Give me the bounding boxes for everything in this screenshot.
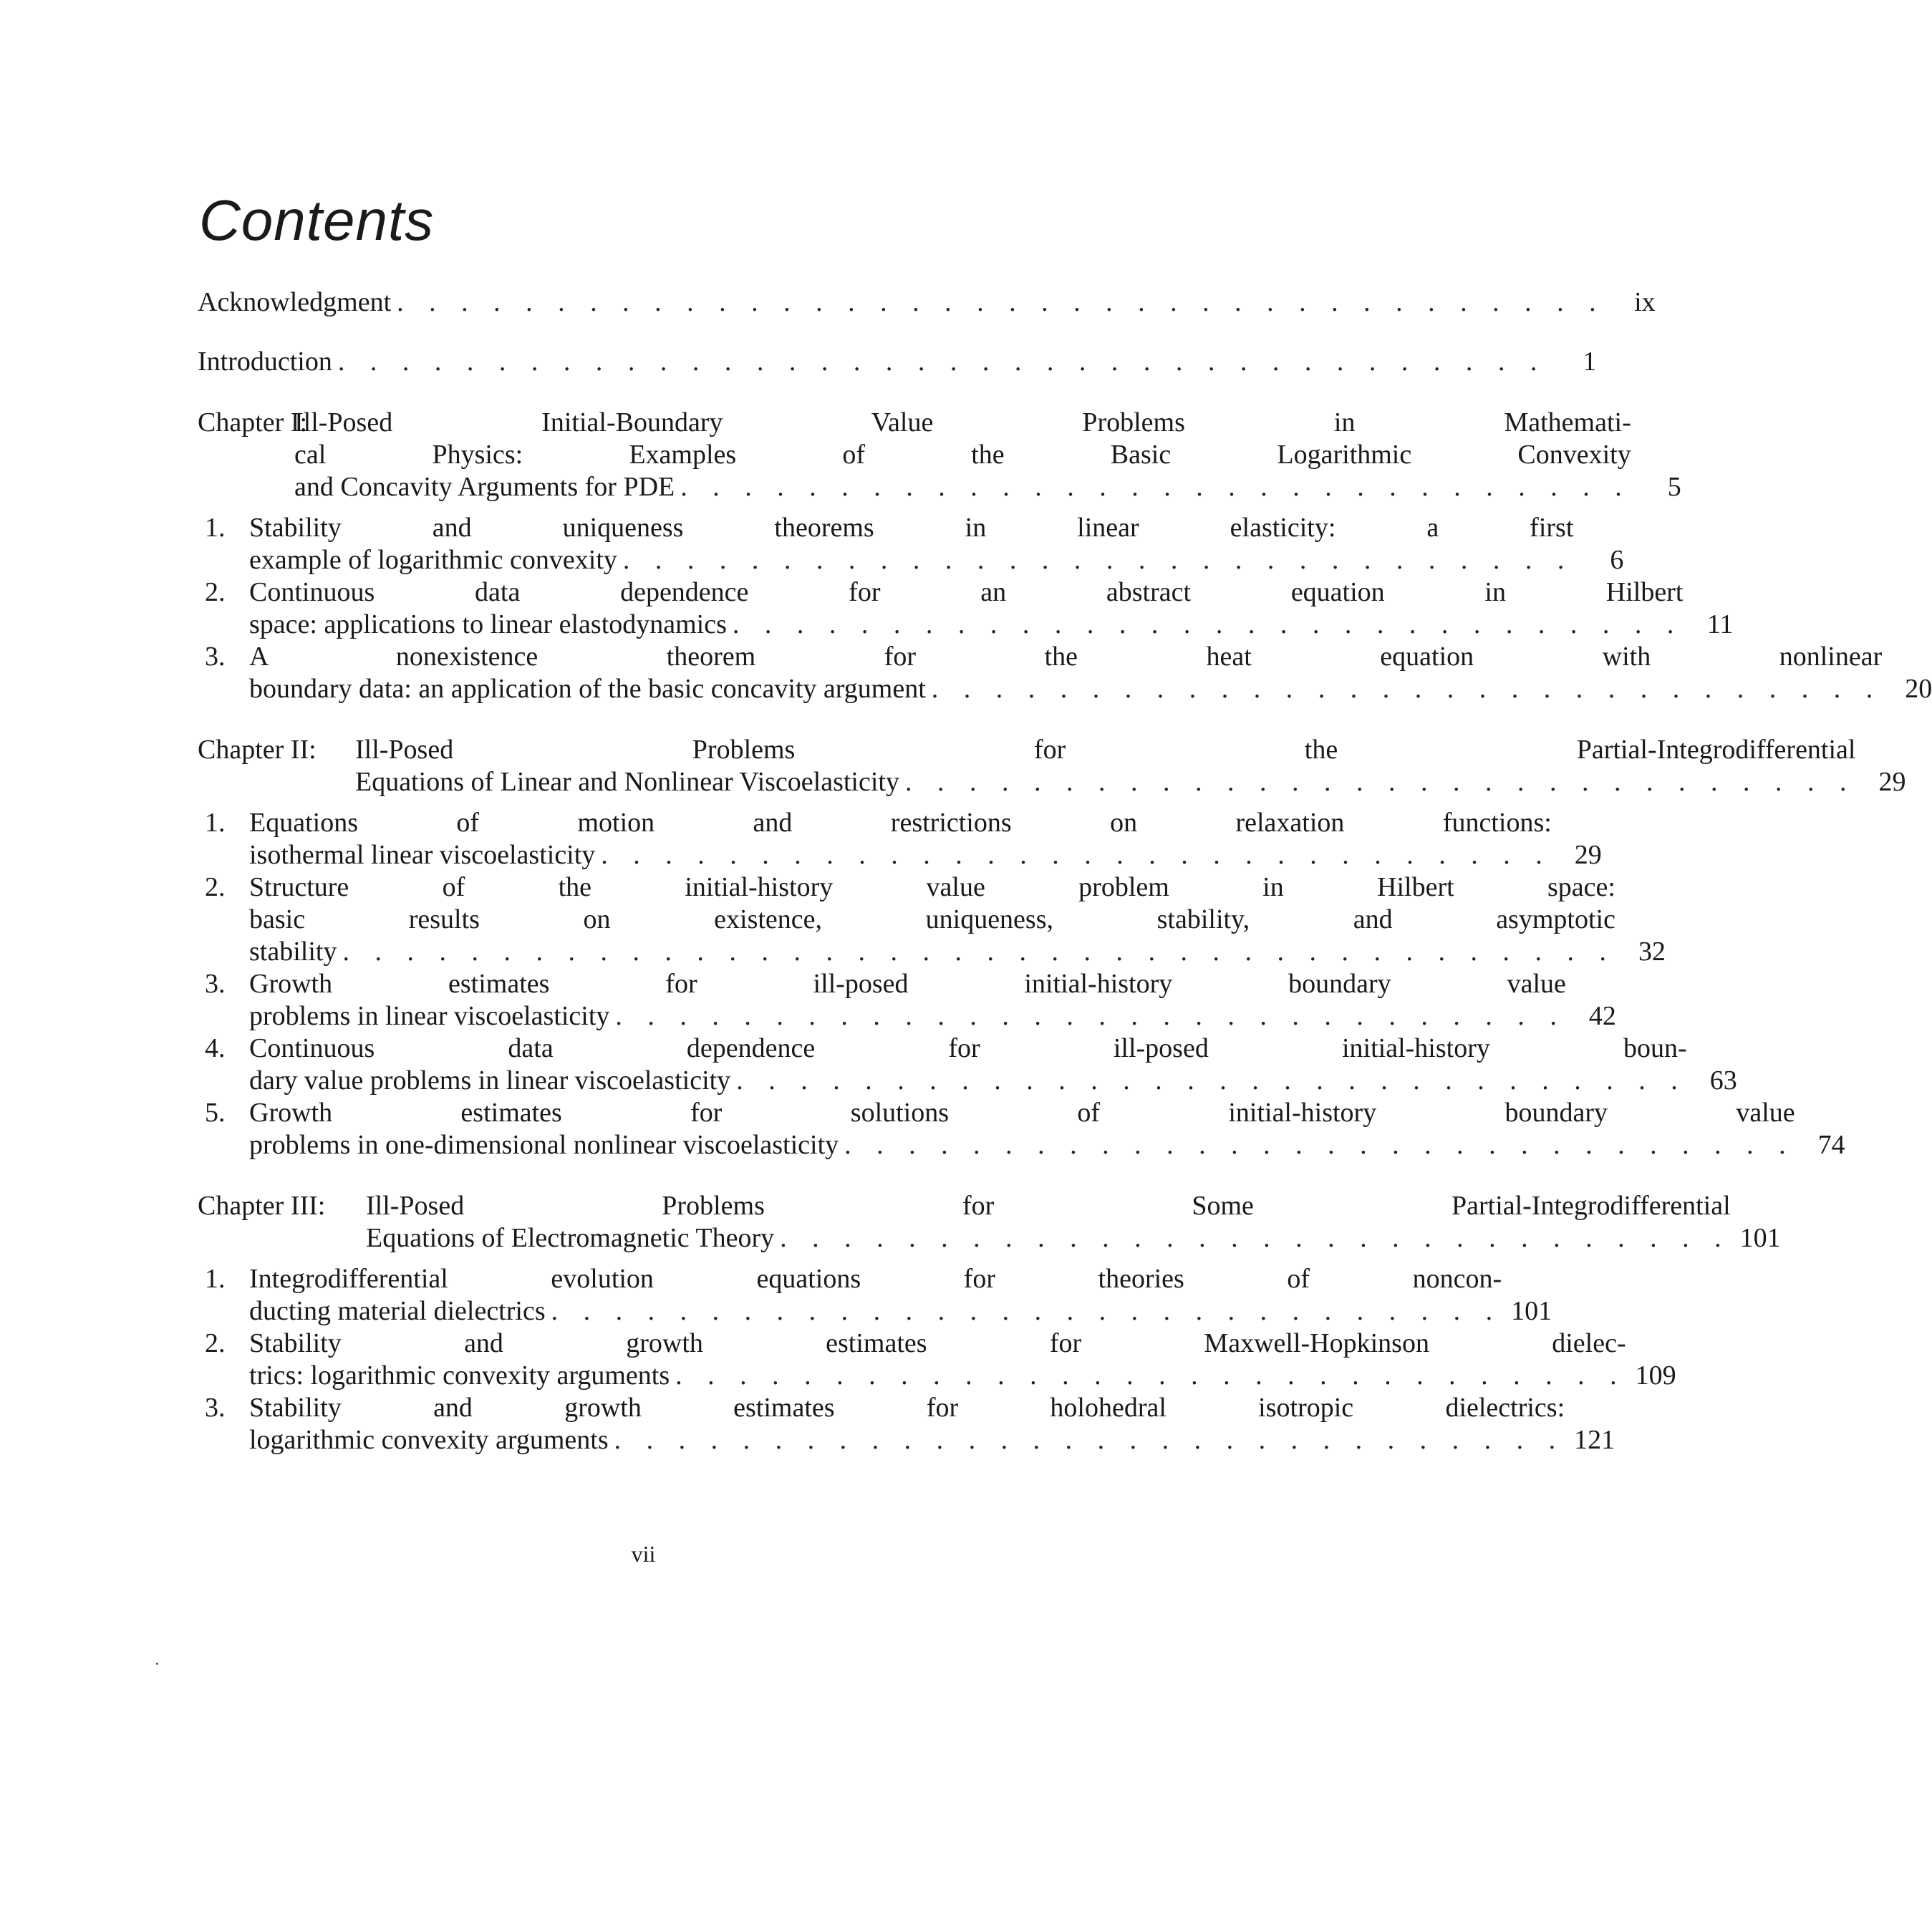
section-title-line: Stability and uniqueness theorems in linear elasticity: a first: [249, 513, 1574, 543]
page-ref: 101: [1739, 1223, 1781, 1253]
chapter-title-line: Ill-Posed Problems for the Partial-Integrodifferential: [355, 735, 1856, 765]
section-title-line: boundary data: an application of the basic concavity argument: [249, 674, 926, 704]
toc-section-1-3[interactable]: [198, 641, 1932, 705]
section-title-line: Continuous data dependence for ill-posed initial-history boun-: [249, 1033, 1687, 1063]
chapter-label: Chapter III:: [198, 1191, 326, 1221]
page-ref: 11: [1706, 609, 1734, 639]
section-title-line: problems in linear viscoelasticity: [249, 1001, 610, 1031]
section-title-line: Stability and growth estimates for Maxwell-Hopkinson dielec-: [249, 1328, 1626, 1358]
toc-chapter-1[interactable]: [198, 407, 1681, 503]
page-ref: 29: [1574, 840, 1602, 870]
toc-section-1-2[interactable]: [198, 576, 1734, 641]
section-title-line: isothermal linear viscoelasticity: [249, 840, 596, 870]
page-number: vii: [631, 1541, 656, 1567]
leader-dots: . . . . . . . . . . . . . . . . . . . . . . . . . . . . . . . . . . . . . .: [337, 347, 1547, 377]
toc-section-2-3[interactable]: [198, 968, 1616, 1033]
page-ref: 1: [1583, 347, 1597, 377]
page-ref: 42: [1588, 1001, 1616, 1031]
toc-section-3-3[interactable]: [198, 1392, 1615, 1456]
toc-section-3-1[interactable]: [198, 1263, 1552, 1328]
page-ref: ix: [1634, 287, 1656, 317]
entry-label: Acknowledgment: [198, 287, 392, 317]
toc-entry-acknowledgment[interactable]: [198, 286, 1656, 319]
chapter-label: Chapter II:: [198, 735, 317, 765]
section-number: 3.: [205, 969, 226, 999]
page-ref: 109: [1635, 1360, 1676, 1391]
section-number: 5.: [205, 1098, 226, 1128]
page-ref: 20: [1905, 674, 1932, 704]
section-number: 1.: [205, 513, 226, 543]
toc-chapter-2[interactable]: [198, 734, 1906, 798]
section-title-line: Integrodifferential evolution equations for theories of noncon-: [249, 1264, 1502, 1294]
toc-section-1-1[interactable]: [198, 512, 1624, 576]
toc-section-2-2[interactable]: [198, 871, 1666, 968]
section-title-line: Stability and growth estimates for holohedral isotropic dielectrics:: [249, 1393, 1565, 1423]
table-of-contents: [198, 286, 1932, 1456]
page-ref: 74: [1817, 1130, 1845, 1160]
chapter-title-line: Equations of Linear and Nonlinear Viscoelasticity: [355, 767, 899, 797]
section-title-line: Equations of motion and restrictions on relaxation functions:: [249, 808, 1552, 838]
section-number: 2.: [205, 577, 226, 607]
chapter-title-line: cal Physics: Examples of the Basic Logarithmic Convexity: [294, 440, 1631, 470]
section-title-line: Structure of the initial-history value problem in Hilbert space:: [249, 872, 1615, 902]
section-title-line: problems in one-dimensional nonlinear viscoelasticity: [249, 1130, 839, 1160]
section-number: 3.: [205, 1393, 226, 1423]
section-title-line: ducting material dielectrics: [249, 1296, 546, 1326]
page-title: Contents: [199, 188, 435, 252]
toc-section-2-4[interactable]: [198, 1033, 1737, 1097]
leader-dots: . . . . . . . . . . . . . . . . . . . . . . . . . . . . . .: [780, 1223, 1731, 1253]
page-ref: 29: [1878, 767, 1906, 797]
leader-dots: . . . . . . . . . . . . . . . . . . . . . . . . . . . . . .: [551, 1296, 1502, 1326]
page-ref: 5: [1667, 472, 1681, 502]
section-title-line: logarithmic convexity arguments: [249, 1425, 609, 1455]
chapter-title-line: Equations of Electromagnetic Theory: [366, 1223, 775, 1253]
leader-dots: . . . . . . . . . . . . . . . . . . . . . . . . . . . . . . . . . . . . . .: [397, 287, 1605, 317]
section-number: 2.: [205, 872, 226, 902]
section-title-line: Growth estimates for solutions of initial-history boundary value: [249, 1098, 1795, 1128]
section-title-line: A nonexistence theorem for the heat equation with nonlinear: [249, 642, 1883, 672]
leader-dots: . . . . . . . . . . . . . . . . . . . . . . . . . . . . . .: [601, 840, 1552, 870]
toc-chapter-3[interactable]: [198, 1190, 1781, 1254]
section-title-line: Continuous data dependence for an abstract equation in Hilbert: [249, 577, 1684, 607]
section-title-line: basic results on existence, uniqueness, stability, and asymptotic: [249, 904, 1615, 934]
section-title-line: space: applications to linear elastodynamics: [249, 609, 727, 639]
leader-dots: . . . . . . . . . . . . . . . . . . . . . . . . . . . . . .: [736, 1065, 1687, 1096]
section-number: 4.: [205, 1033, 226, 1063]
section-title-line: dary value problems in linear viscoelasticity: [249, 1065, 731, 1096]
page-ref: 121: [1574, 1425, 1615, 1455]
leader-dots: . . . . . . . . . . . . . . . . . . . . . . . . . . . . . .: [675, 1360, 1626, 1391]
entry-label: Introduction: [198, 347, 332, 377]
section-title-line: Growth estimates for ill-posed initial-history boundary value: [249, 969, 1566, 999]
section-number: 3.: [205, 642, 226, 672]
page-ref: 6: [1610, 545, 1624, 575]
section-title-line: trics: logarithmic convexity arguments: [249, 1360, 670, 1391]
section-title-line: stability: [249, 937, 337, 967]
page-ref: 63: [1709, 1065, 1737, 1096]
leader-dots: . . . . . . . . . . . . . . . . . . . . . . . . . . . . . .: [844, 1130, 1795, 1160]
scan-speck: [156, 1663, 158, 1665]
leader-dots: . . . . . . . . . . . . . . . . . . . . . . . . . . . . . . . . . . . . . . . .: [342, 937, 1615, 967]
toc-entry-introduction[interactable]: [198, 346, 1597, 378]
chapter-title-line: Ill-Posed Initial-Boundary Value Problems in Mathemati-: [294, 407, 1631, 437]
leader-dots: . . . . . . . . . . . . . . . . . . . . . . . . . . . . . .: [680, 472, 1631, 502]
toc-section-2-5[interactable]: [198, 1097, 1845, 1161]
section-title-line: example of logarithmic convexity: [249, 545, 617, 575]
toc-section-3-2[interactable]: [198, 1328, 1676, 1392]
page-ref: 32: [1638, 937, 1666, 967]
page-ref: 101: [1511, 1296, 1552, 1326]
leader-dots: . . . . . . . . . . . . . . . . . . . . . . . . . . . . . .: [614, 1425, 1565, 1455]
chapter-label: Chapter I:: [198, 407, 308, 437]
chapter-title-line: Ill-Posed Problems for Some Partial-Integrodifferential: [366, 1191, 1731, 1221]
toc-section-2-1[interactable]: [198, 807, 1602, 871]
section-number: 1.: [205, 1264, 226, 1294]
leader-dots: . . . . . . . . . . . . . . . . . . . . . . . . . . . . . .: [931, 674, 1883, 704]
leader-dots: . . . . . . . . . . . . . . . . . . . . . . . . . . . . . .: [904, 767, 1856, 797]
chapter-title-line: and Concavity Arguments for PDE: [294, 472, 675, 502]
leader-dots: . . . . . . . . . . . . . . . . . . . . . . . . . . . . . .: [622, 545, 1574, 575]
leader-dots: . . . . . . . . . . . . . . . . . . . . . . . . . . . . . .: [615, 1001, 1566, 1031]
section-number: 2.: [205, 1328, 226, 1358]
leader-dots: . . . . . . . . . . . . . . . . . . . . . . . . . . . . . .: [732, 609, 1684, 639]
section-number: 1.: [205, 808, 226, 838]
